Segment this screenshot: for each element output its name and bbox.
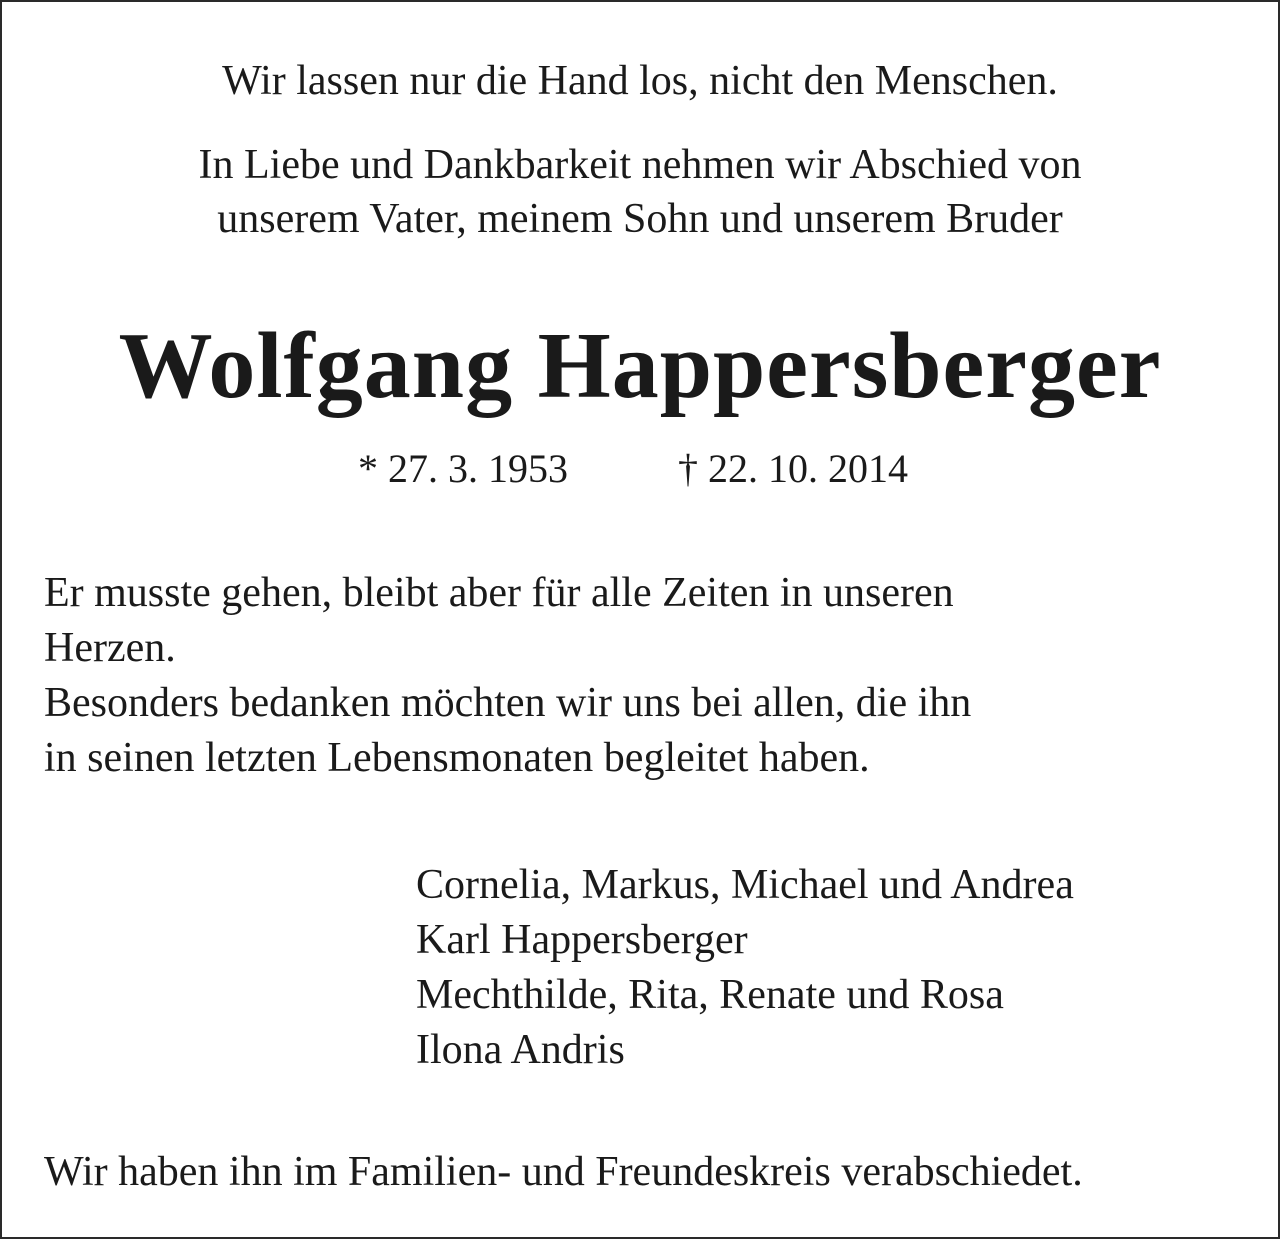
message-line: Besonders bedanken möchten wir uns bei allen, die ihn xyxy=(44,680,972,726)
intro-line: In Liebe und Dankbarkeit nehmen wir Abschied von xyxy=(198,142,1082,188)
message-line: in seinen letzten Lebensmonaten begleitet haben. xyxy=(44,735,870,781)
closing-note: Wir haben ihn im Familien- und Freundeskreis verabschiedet. xyxy=(44,1149,1083,1195)
mourner-name: Mechthilde, Rita, Renate und Rosa xyxy=(416,972,1004,1018)
birth-date: * 27. 3. 1953 xyxy=(358,446,568,491)
mourner-name: Ilona Andris xyxy=(416,1027,625,1073)
message-line: Herzen. xyxy=(44,625,176,671)
mourners-list xyxy=(416,858,1074,1078)
mourner-name: Karl Happersberger xyxy=(416,917,748,963)
death-date: † 22. 10. 2014 xyxy=(678,446,908,491)
message-text xyxy=(44,566,971,786)
intro-text xyxy=(2,138,1278,246)
mourner-name: Cornelia, Markus, Michael und Andrea xyxy=(416,862,1074,908)
deceased-name: Wolfgang Happersberger xyxy=(118,314,1162,418)
message-line: Er musste gehen, bleibt aber für alle Zeiten in unseren xyxy=(44,570,954,616)
intro-line: unserem Vater, meinem Sohn und unserem Bruder xyxy=(217,196,1063,242)
motto: Wir lassen nur die Hand los, nicht den Menschen. xyxy=(222,58,1058,104)
